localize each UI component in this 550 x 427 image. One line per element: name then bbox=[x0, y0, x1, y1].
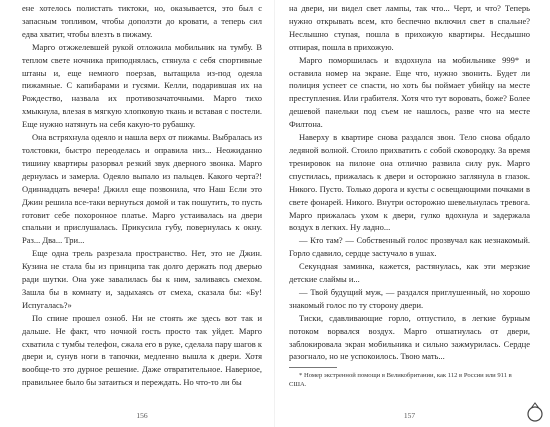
paragraph: на двери, ни видел свет лампы, так что... Черт, и что? Теперь нужно открывать всем, кто беспечно включил свет в спальне? Неслышно ступая, пошла в прихожую квартиры. Несдышно отпирая, пошла в прихожую. bbox=[289, 3, 530, 52]
paragraph: — Твой будущий муж, — раздался приглушенный, но хорошо знакомый голос по ту сторону двери. bbox=[289, 286, 530, 310]
paragraph: Секундная заминка, кажется, растянулась, как эти мерзкие детские слаймы и... bbox=[289, 261, 530, 285]
ring-icon bbox=[523, 400, 547, 424]
page-number-right: 157 bbox=[403, 411, 416, 420]
paragraph: По спине прошел озноб. Ни не стоять же здесь вот так и дальше. Не факт, что ночной гость просто так уйдет. Марго схватила с тумбы телефон, сжала его в руке, сделала пару шагов к двери и, сунув ноги в тапочки, медленно вышла к двери. Хотя вообще-то это дурное решение. Даже отвратительное. Наверное, правильнее было бы затаиться и переждать. Но что-то ли бы bbox=[22, 312, 262, 388]
paragraph: Марго поморшилась и вздохнула на мобильнике 999* и оставила номер на экране. Еще что, нужно звонить. Будет ли полиция успеет се спасти, но хоть бы поймает убийцу на месте преступления. Или грабителя. Хотя что тут воровать, боже? Более дешевой панельки под съем не нашлось, разве что на месте Филтона. bbox=[289, 54, 530, 130]
paragraph: ене хотелось полистать тиктоки, но, оказывается, это был с запасным топливом, чтобы дополэти до кровати, а теперь сил едва хватит, чтобы влезть в пижаму. bbox=[22, 3, 262, 39]
paragraph: Марго отжжелевшей рукой отложила мобильник на тумбу. В теплом свете ночника приподнялась, стянула с себя спортивные штаны и, еще немного поерзав, вытащила из-под одеяла пижамные. С капибарами и гусями. Келли, подарившая их на Рождество, назвала их противозачаточными. Марго тихо хмыкнула, влезая в мягкую хлопковую ткань и вставая с постели. Еще нужно натянуть на себя какую-то рубашку. bbox=[22, 41, 262, 130]
right-page bbox=[275, 0, 550, 427]
footnote: * Номер экстренной помощи в Великобритании, как 112 в России или 911 в США. bbox=[289, 372, 512, 389]
footnote-divider bbox=[289, 367, 337, 368]
page-number-left: 156 bbox=[136, 411, 148, 420]
paragraph: Наверху в квартире снова раздался звон. Тело снова обдало ледяной волной. Стоило прихватить с собой сковородку. За время тренировок на пилоне она отлично развила силу рук. Марго спустилась, прижалась к двери и осторожно заглянула в глазок. Никого. Пусто. Только дорога и кусты с освещающими почками в свете фонарей. Никого. Внутри осторожно шевельнулась тревога. Марго прижалась ухом к двери, гулко вдохнула и задержала воздух в легких. Ну ладно... bbox=[289, 132, 530, 233]
paragraph: Она встряхнула одеяло и нашла верх от пижамы. Выбралась из толстовки, быстро переоделась и оправила низ... Неожиданно тишину квартиры разорвал резкий звук дверного звонка. Марго дернулась и замерла. Одеяло выпало из пальцев. Какого черта?! Одиннадцать вечера! Джилл еще позвонила, что Наш Если это Джин решила все-таки вернуться домой и так пошутить, то пусть готовит себе похоронное платье. Марго устаивалась на двери спальни и прислушалась. Прикусила губу, повернулась к окну. Раз... Два... Три... bbox=[22, 132, 262, 246]
paragraph: Тиски, сдавливающие горло, отпустило, в легкие бурным потоком ворвался воздух. Марго отшатнулась от двери, заблокировала экран мобильника и сильно зажмурилась. Сердце разогнало, но не успокоилось. Твою мать... bbox=[289, 312, 530, 362]
paragraph: — Кто там? — Собственный голос прозвучал как незнакомый. Горло сдавило, сердце застучало в ушах. bbox=[289, 235, 530, 259]
paragraph: Еще одна трель разрезала пространство. Нет, это не Джин. Кузина не стала бы из принципа так долго держать под дверью ради шутки. Она уже завалилась бы к ним, заливаясь смехом. Зашла бы в комнату и, задыхаясь от смеха, сказала бы: «Бу! Испугалась?» bbox=[22, 248, 262, 310]
